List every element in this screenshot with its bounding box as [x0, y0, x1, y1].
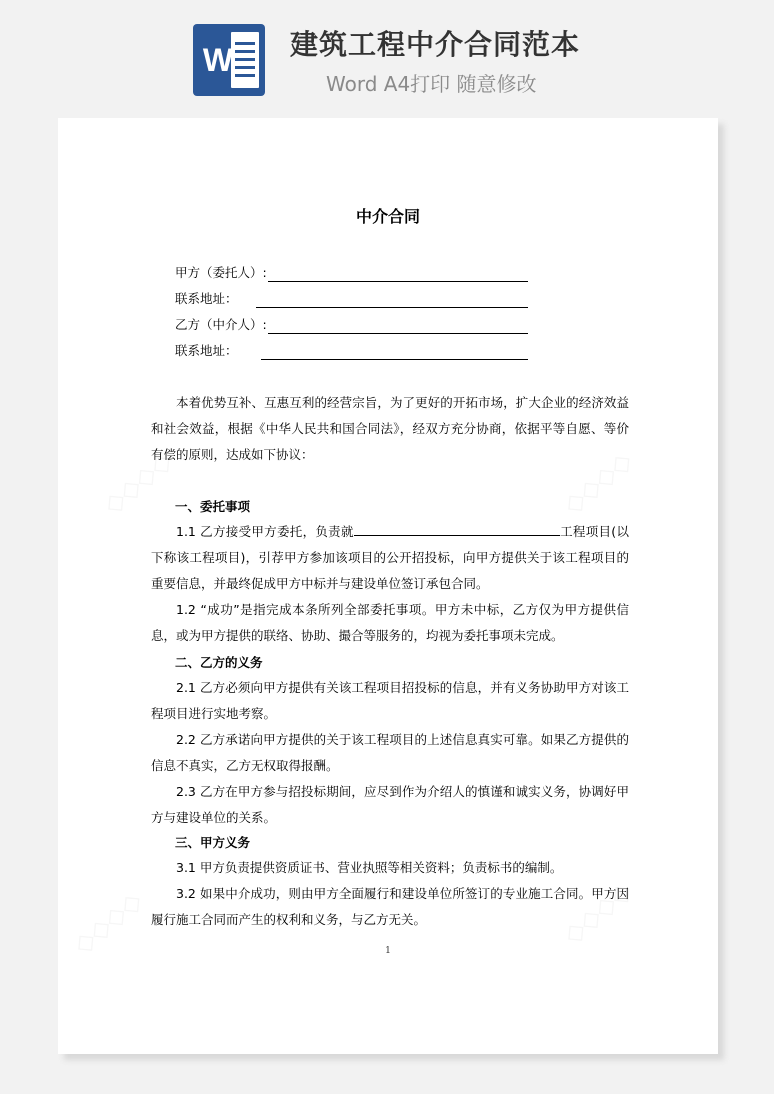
party-b-blank[interactable] [268, 333, 528, 334]
icon-line [235, 66, 255, 69]
clause-3-2: 3.2 如果中介成功，则由甲方全面履行和建设单位所签订的专业施工合同。甲方因履行施工合同而产生的权利和义务，与乙方无关。 [151, 886, 629, 927]
contract-title: 中介合同 [355, 207, 420, 226]
icon-line [235, 50, 255, 53]
address-a-blank[interactable] [256, 307, 528, 308]
document-page [58, 118, 718, 1054]
page-number: 1 [385, 946, 391, 956]
icon-line [235, 58, 255, 61]
clause-1-2: 1.2 “成功”是指完成本条所列全部委托事项。甲方未中标，乙方仅为甲方提供信息，或为甲方提供的联络、协助、撮合等服务的，均视为委托事项未完成。 [151, 602, 629, 643]
banner-subtitle: Word A4打印 随意修改 [326, 72, 537, 96]
section-3-heading: 三、甲方义务 [175, 835, 251, 850]
clause-1-1 [151, 519, 629, 597]
clause-2-1: 2.1 乙方必须向甲方提供有关该工程项目招投标的信息，并有义务协助甲方对该工程项目进行实地考察。 [151, 680, 629, 721]
word-app-icon [193, 24, 265, 96]
clause-3-1: 3.1 甲方负责提供资质证书、营业执照等相关资料；负责标书的编制。 [176, 860, 563, 875]
project-name-blank[interactable] [354, 521, 560, 536]
clause-1-1-text-before: 1.1 乙方接受甲方委托，负责就 [176, 524, 354, 539]
section-1-heading: 一、委托事项 [175, 499, 251, 514]
address-b-blank[interactable] [261, 359, 528, 360]
section-2-heading: 二、乙方的义务 [175, 655, 263, 670]
party-b-label: 乙方（中介人）: [175, 317, 267, 332]
clause-1-1-text-after: 工程项目(以下称该工程项目)，引荐甲方参加该项目的公开招投标，向甲方提供关于该工程项目的重要信息，并最终促成甲方中标并与建设单位签订承包合同。 [151, 524, 629, 591]
party-a-label: 甲方（委托人）: [175, 265, 267, 280]
address-a-label: 联系地址： [175, 291, 238, 306]
word-w-letter: W [202, 42, 234, 78]
icon-line [235, 42, 255, 45]
party-a-blank[interactable] [268, 281, 528, 282]
address-b-label: 联系地址： [175, 343, 238, 358]
icon-line [235, 74, 255, 77]
clause-2-3: 2.3 乙方在甲方参与招投标期间，应尽到作为介绍人的慎谨和诚实义务，协调好甲方与建设单位的关系。 [151, 784, 629, 825]
intro-paragraph: 本着优势互补、互惠互利的经营宗旨，为了更好的开拓市场，扩大企业的经济效益和社会效益，根据《中华人民共和国合同法》，经双方充分协商，依据平等自愿、等价有偿的原则，达成如下协议： [151, 395, 629, 462]
banner-title: 建筑工程中介合同范本 [290, 28, 581, 61]
clause-2-2: 2.2 乙方承诺向甲方提供的关于该工程项目的上述信息真实可靠。如果乙方提供的信息不真实，乙方无权取得报酬。 [151, 732, 629, 773]
